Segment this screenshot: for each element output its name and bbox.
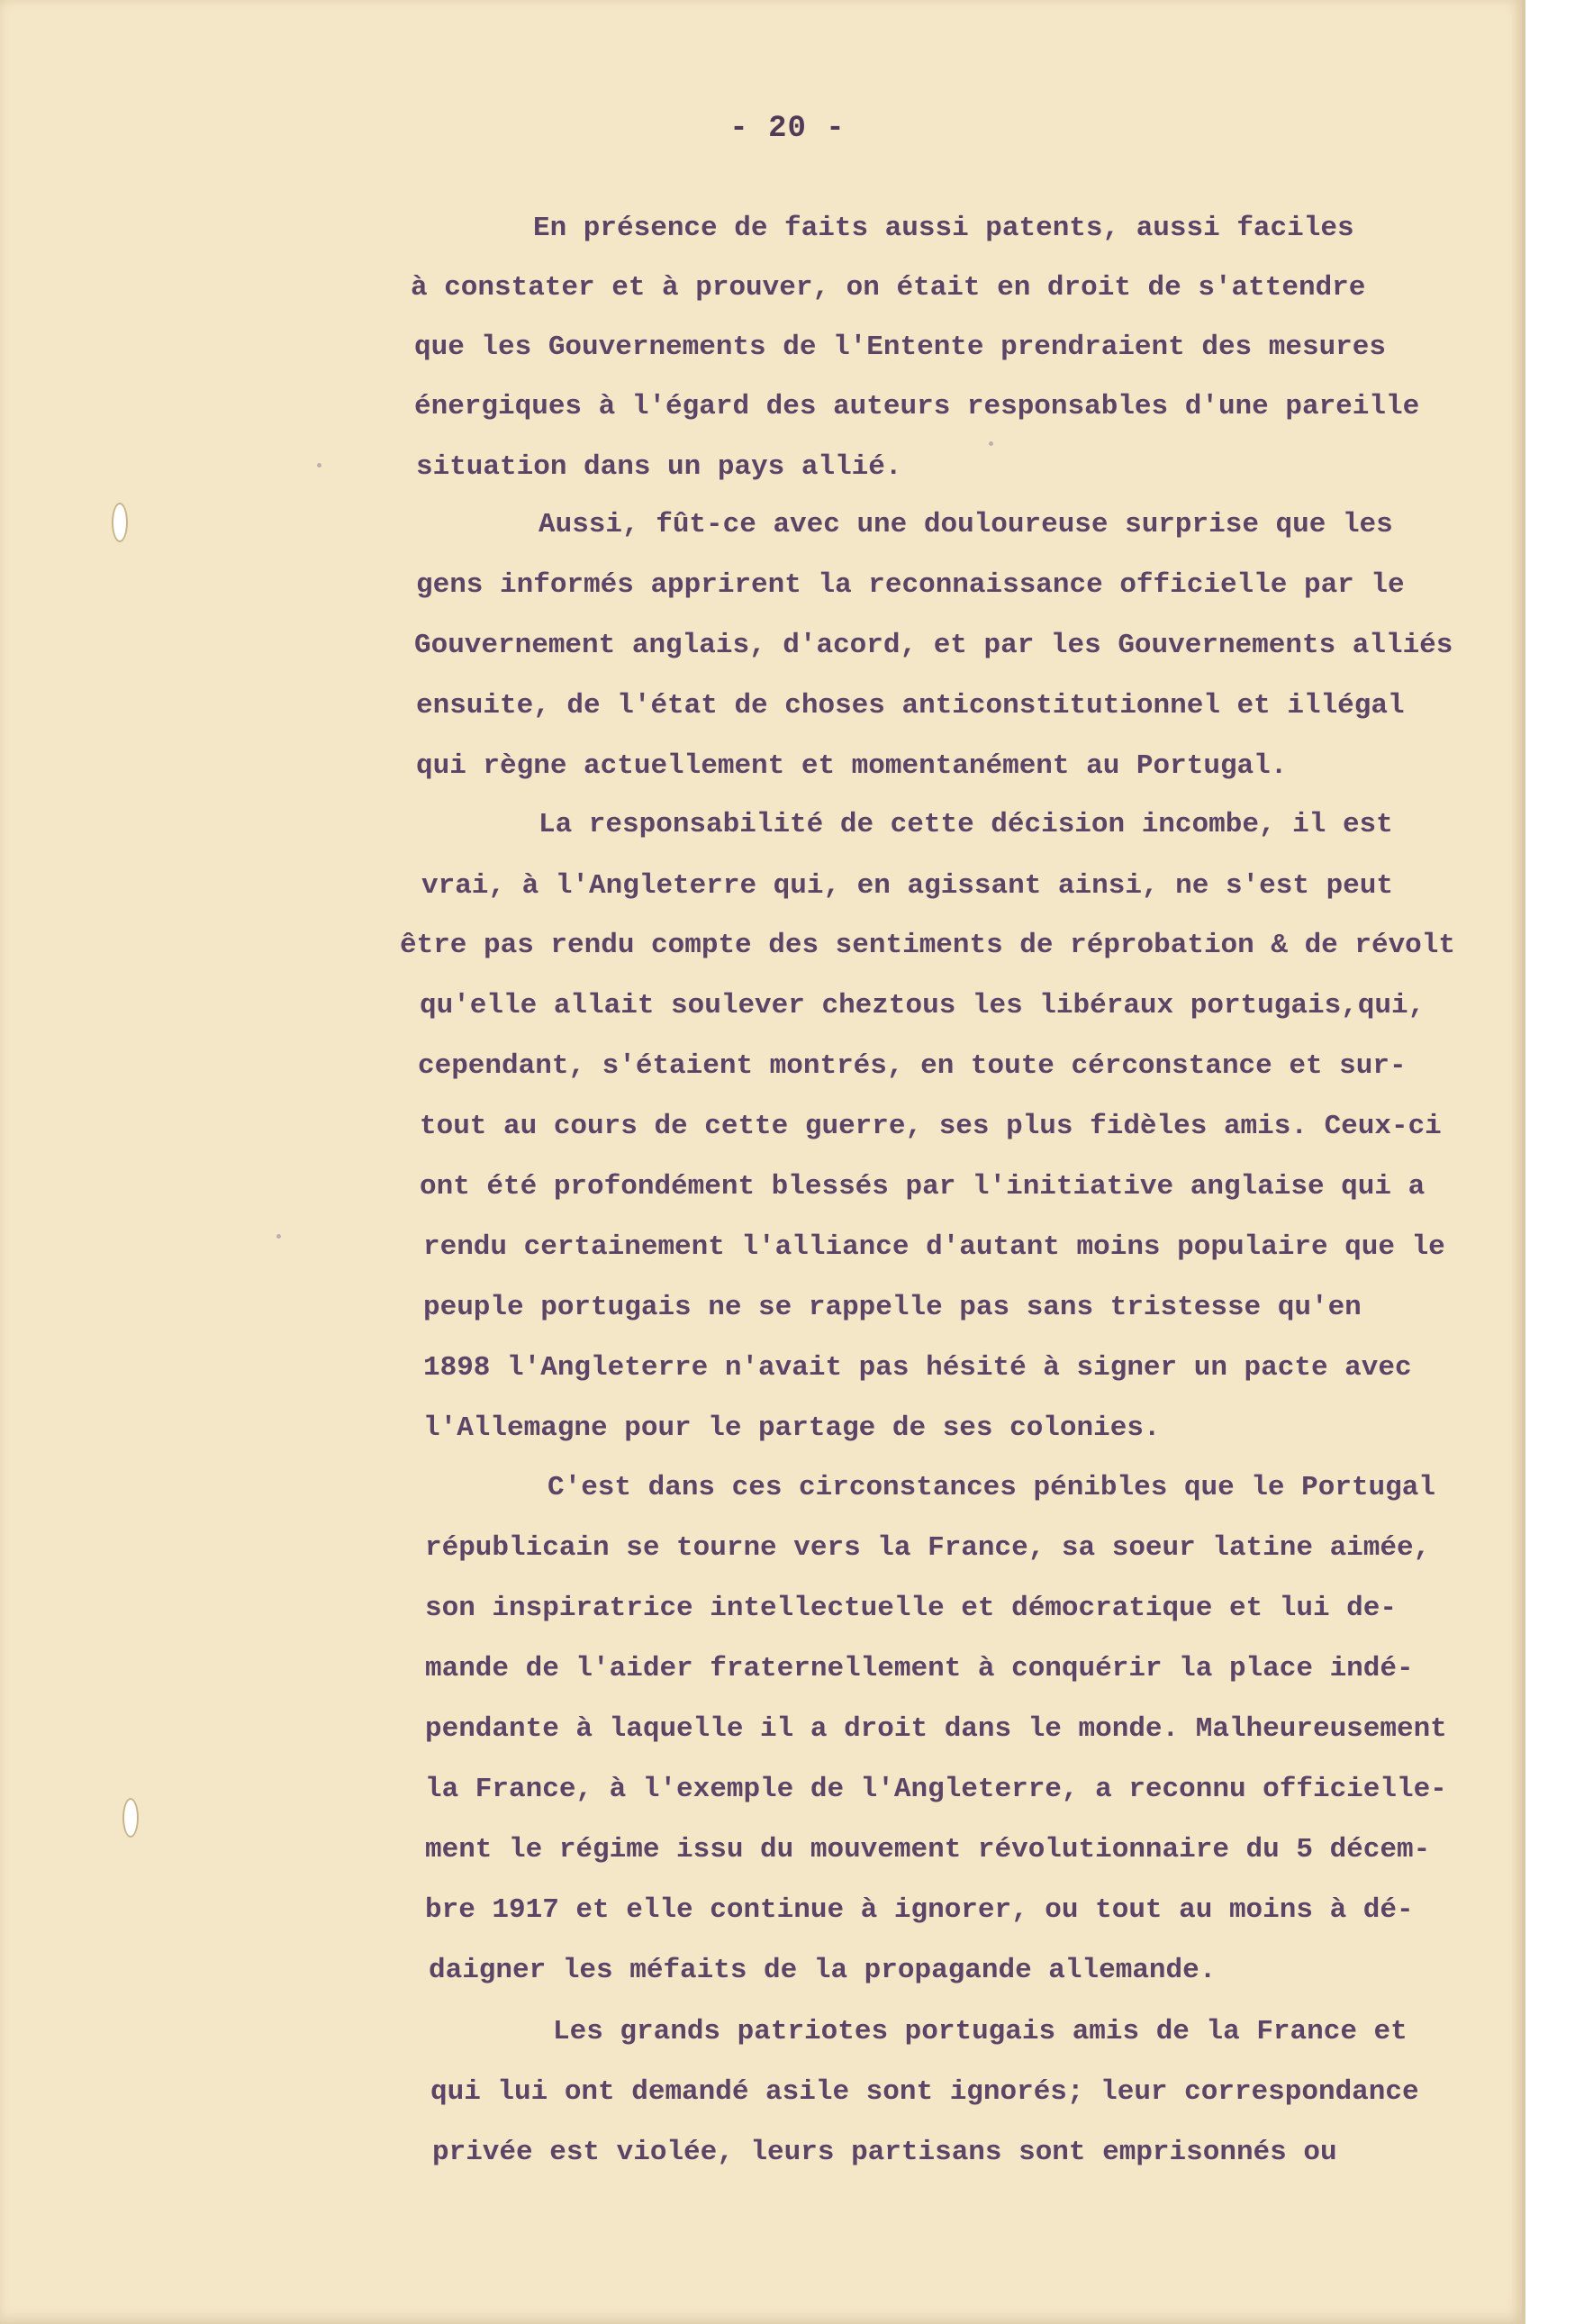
text-line: mande de l'aider fraternellement à conquérir la place indé- [425, 1653, 1414, 1684]
text-line: cependant, s'étaient montrés, en toute cérconstance et sur- [418, 1050, 1407, 1082]
text-line: qui lui ont demandé asile sont ignorés; leur correspondance [430, 2076, 1419, 2108]
text-line: qui règne actuellement et momentanément au Portugal. [416, 750, 1288, 782]
text-line: situation dans un pays allié. [416, 451, 902, 483]
text-line: daigner les méfaits de la propagande allemande. [429, 1955, 1217, 1986]
text-line: rendu certainement l'alliance d'autant moins populaire que le [423, 1231, 1445, 1263]
text-line: La responsabilité de cette décision incombe, il est [539, 809, 1393, 840]
text-line: En présence de faits aussi patents, aussi faciles [533, 213, 1354, 244]
text-line: vrai, à l'Angleterre qui, en agissant ainsi, ne s'est peut [421, 870, 1393, 902]
text-line: énergiques à l'égard des auteurs responsables d'une pareille [414, 391, 1420, 422]
text-line: ont été profondément blessés par l'initiative anglaise qui a [420, 1171, 1426, 1203]
text-line: pendante à laquelle il a droit dans le monde. Malheureusement [425, 1713, 1447, 1745]
text-line: tout au cours de cette guerre, ses plus fidèles amis. Ceux-ci [420, 1111, 1442, 1142]
text-line: privée est violée, leurs partisans sont emprisonnés ou [432, 2137, 1337, 2168]
text-line: l'Allemagne pour le partage de ses colonies. [423, 1412, 1161, 1444]
text-line: Gouvernement anglais, d'acord, et par les Gouvernements alliés [414, 630, 1453, 661]
text-line: Les grands patriotes portugais amis de la France et [553, 2016, 1408, 2047]
text-line: qu'elle allait soulever cheztous les libéraux portugais,qui, [420, 990, 1426, 1021]
text-line: à constater et à prouver, on était en droit de s'attendre [411, 272, 1366, 304]
text-line: son inspiratrice intellectuelle et démocratique et lui de- [425, 1593, 1397, 1624]
text-line: la France, à l'exemple de l'Angleterre, a reconnu officielle- [425, 1774, 1447, 1805]
text-line: peuple portugais ne se rappelle pas sans tristesse qu'en [423, 1292, 1362, 1323]
text-line: Aussi, fût-ce avec une douloureuse surprise que les [539, 509, 1393, 540]
text-line: républicain se tourne vers la France, sa soeur latine aimée, [425, 1532, 1431, 1564]
text-line: que les Gouvernements de l'Entente prendraient des mesures [414, 331, 1386, 363]
text-line: ensuite, de l'état de choses anticonstitutionnel et illégal [416, 690, 1405, 722]
text-line: ment le régime issu du mouvement révolutionnaire du 5 décem- [425, 1834, 1431, 1866]
text-line: 1898 l'Angleterre n'avait pas hésité à signer un pacte avec [423, 1352, 1412, 1384]
page-number: - 20 - [729, 112, 846, 146]
text-line: bre 1917 et elle continue à ignorer, ou tout au moins à dé- [425, 1894, 1414, 1926]
text-line: gens informés apprirent la reconnaissance officielle par le [416, 569, 1405, 601]
text-line: être pas rendu compte des sentiments de réprobation & de révolt [400, 930, 1455, 961]
text-line: C'est dans ces circonstances pénibles que le Portugal [548, 1472, 1435, 1503]
